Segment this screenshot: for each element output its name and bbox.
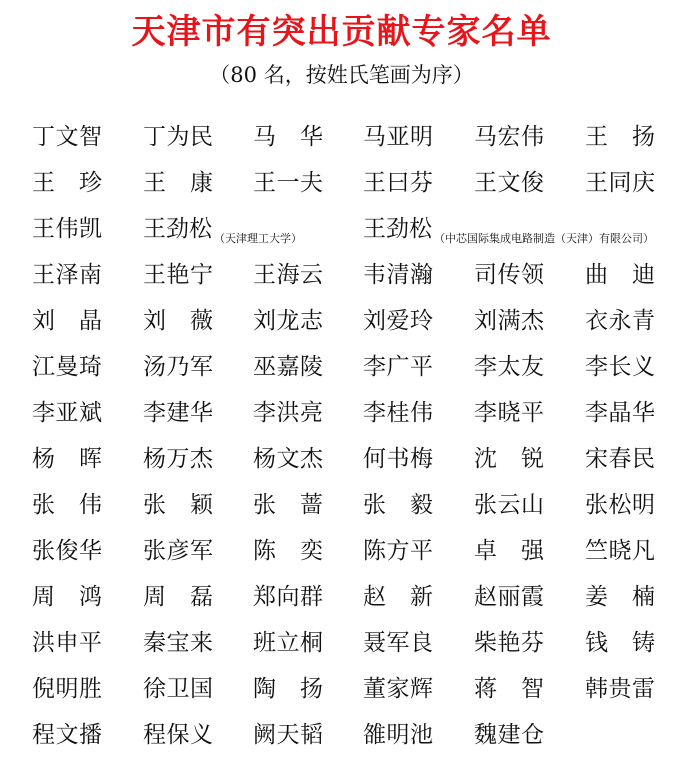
- name-cell: 卓 强: [474, 538, 544, 564]
- name-cell: 丁为民: [143, 124, 213, 150]
- name-cell: 张 伟: [32, 492, 102, 518]
- name-cell: 蒋 智: [474, 676, 544, 702]
- name-row: [0, 528, 683, 574]
- name-cell: 王海云: [253, 262, 323, 288]
- name-cell: [363, 206, 654, 252]
- name-row: [0, 252, 683, 298]
- name-cell: 巫嘉陵: [253, 354, 323, 380]
- name-row: [0, 666, 683, 712]
- name-cell: 洪申平: [32, 630, 102, 656]
- name-cell: 宋春民: [585, 446, 655, 472]
- name-cell: 李建华: [143, 400, 213, 426]
- affiliation-note: （天津理工大学）: [214, 232, 302, 245]
- name-cell: 张云山: [474, 492, 544, 518]
- name-cell: 韩贵雷: [585, 676, 655, 702]
- name-cell: 王艳宁: [143, 262, 213, 288]
- name-cell: 张 蔷: [253, 492, 323, 518]
- name-row: [0, 206, 683, 252]
- name-cell: 张 毅: [363, 492, 433, 518]
- name-cell: 周 鸿: [32, 584, 102, 610]
- name-cell: 王文俊: [474, 170, 544, 196]
- name-cell: 马宏伟: [474, 124, 544, 150]
- name-cell: 张 颖: [143, 492, 213, 518]
- name-cell: 竺晓凡: [585, 538, 655, 564]
- name-cell: 杨文杰: [253, 446, 323, 472]
- name-cell: 赵 新: [363, 584, 433, 610]
- name-cell: 王 扬: [585, 124, 655, 150]
- name-cell: 刘龙志: [253, 308, 323, 334]
- name-cell: 王 珍: [32, 170, 102, 196]
- name-row: [0, 574, 683, 620]
- name-row: [0, 114, 683, 160]
- expert-name-list: [0, 114, 683, 758]
- name-cell: 王 康: [143, 170, 213, 196]
- name-cell: 雒明池: [363, 722, 433, 748]
- name-cell: 沈 锐: [474, 446, 544, 472]
- name-row: [0, 712, 683, 758]
- name-text: 王劲松: [363, 216, 432, 242]
- name-cell: 程保义: [143, 722, 213, 748]
- name-cell: 周 磊: [143, 584, 213, 610]
- name-cell: 陈 奕: [253, 538, 323, 564]
- name-cell: 江曼琦: [32, 354, 102, 380]
- name-cell: 李桂伟: [363, 400, 433, 426]
- name-cell: 刘 晶: [32, 308, 102, 334]
- name-cell: 张俊华: [32, 538, 102, 564]
- name-cell: 董家辉: [363, 676, 433, 702]
- name-cell: 刘爱玲: [363, 308, 433, 334]
- name-cell: 李晓平: [474, 400, 544, 426]
- name-cell: 曲 迪: [585, 262, 655, 288]
- name-cell: 张彦军: [143, 538, 213, 564]
- name-cell: 阙天韬: [253, 722, 323, 748]
- name-row: [0, 298, 683, 344]
- name-cell: 王一夫: [253, 170, 323, 196]
- name-cell: 李长义: [585, 354, 655, 380]
- name-cell: 赵丽霞: [474, 584, 544, 610]
- name-cell: 韦清瀚: [363, 262, 433, 288]
- name-cell: [143, 206, 302, 252]
- name-cell: 丁文智: [32, 124, 102, 150]
- name-cell: 聂军良: [363, 630, 433, 656]
- name-cell: 姜 楠: [585, 584, 655, 610]
- name-row: [0, 482, 683, 528]
- name-text: 王劲松: [143, 216, 212, 242]
- name-cell: 刘满杰: [474, 308, 544, 334]
- name-cell: 杨万杰: [143, 446, 213, 472]
- name-cell: 王同庆: [585, 170, 655, 196]
- name-row: [0, 390, 683, 436]
- page-title: 天津市有突出贡献专家名单: [131, 12, 552, 52]
- name-cell: 李洪亮: [253, 400, 323, 426]
- name-cell: 张松明: [585, 492, 655, 518]
- name-cell: 李广平: [363, 354, 433, 380]
- name-cell: 马亚明: [363, 124, 433, 150]
- name-cell: 李亚斌: [32, 400, 102, 426]
- name-row: [0, 160, 683, 206]
- name-row: [0, 620, 683, 666]
- name-cell: 倪明胜: [32, 676, 102, 702]
- name-cell: 杨 晖: [32, 446, 102, 472]
- name-cell: 秦宝来: [143, 630, 213, 656]
- name-cell: 郑向群: [253, 584, 323, 610]
- name-cell: 马 华: [253, 124, 323, 150]
- name-cell: 李太友: [474, 354, 544, 380]
- affiliation-note: （中芯国际集成电路制造（天津）有限公司）: [434, 232, 654, 245]
- name-cell: 徐卫国: [143, 676, 213, 702]
- page-subtitle: （80 名，按姓氏笔画为序）: [209, 63, 474, 87]
- name-cell: 王泽南: [32, 262, 102, 288]
- name-cell: 汤乃军: [143, 354, 213, 380]
- name-cell: 陶 扬: [253, 676, 323, 702]
- name-cell: 王伟凯: [32, 216, 102, 242]
- name-cell: 王曰芬: [363, 170, 433, 196]
- name-row: [0, 436, 683, 482]
- name-cell: 何书梅: [363, 446, 433, 472]
- name-cell: 陈方平: [363, 538, 433, 564]
- name-cell: 司传领: [474, 262, 544, 288]
- name-cell: 魏建仓: [474, 722, 544, 748]
- name-cell: 柴艳芬: [474, 630, 544, 656]
- name-cell: 刘 薇: [143, 308, 213, 334]
- name-cell: 班立桐: [253, 630, 323, 656]
- name-cell: 李晶华: [585, 400, 655, 426]
- name-row: [0, 344, 683, 390]
- name-cell: 衣永青: [585, 308, 655, 334]
- name-cell: 钱 铸: [585, 630, 655, 656]
- name-cell: 程文播: [32, 722, 102, 748]
